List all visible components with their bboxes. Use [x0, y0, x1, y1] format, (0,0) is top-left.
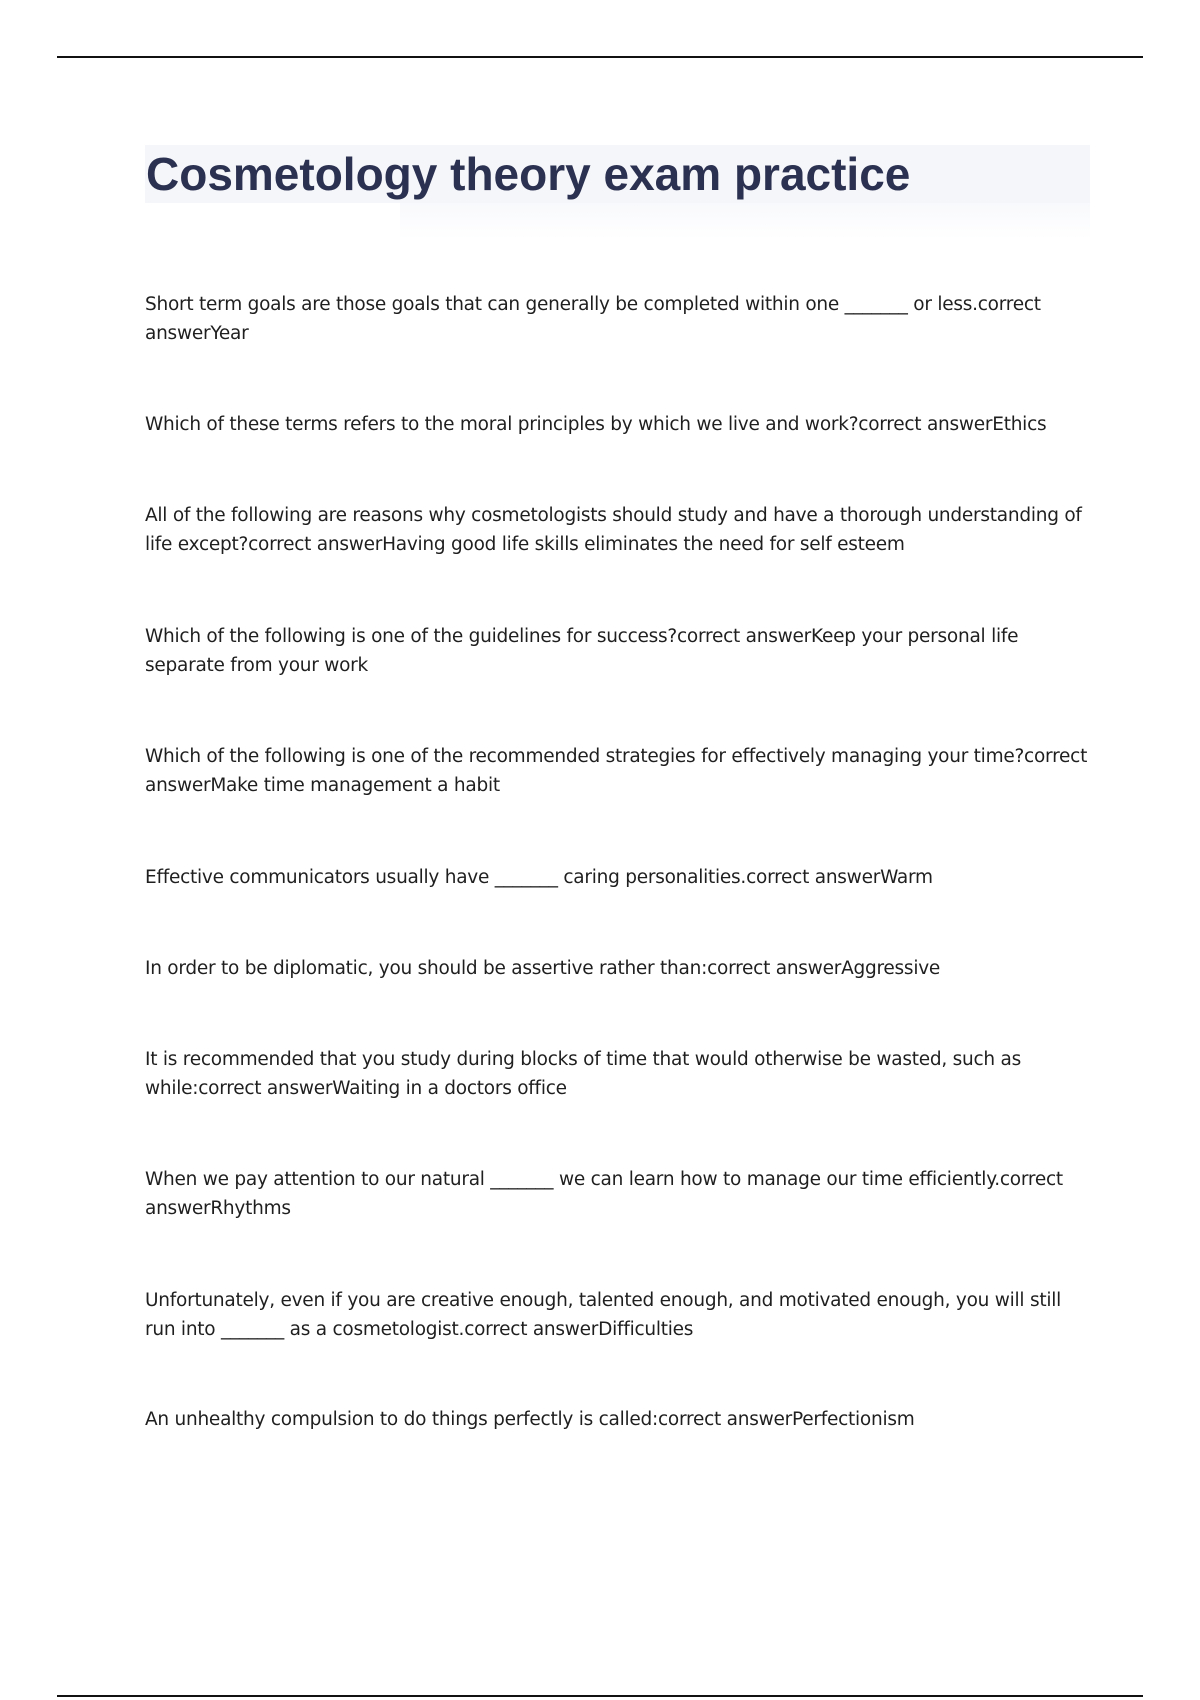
answer-text: Aggressive	[841, 958, 941, 979]
qa-item	[145, 501, 1090, 559]
answer-text: Waiting in a doctors office	[332, 1078, 567, 1099]
question-text: An unhealthy compulsion to do things perfectly is called:	[145, 1409, 658, 1430]
question-text: In order to be diplomatic, you should be assertive rather than:	[145, 958, 708, 979]
answer-separator: correct answer	[198, 1078, 333, 1099]
answer-separator: correct answer	[858, 414, 993, 435]
answer-separator: correct answer	[746, 867, 881, 888]
answer-separator: correct answer	[145, 1169, 1063, 1219]
answer-separator: correct answer	[145, 746, 1088, 796]
question-text: When we pay attention to our natural _______ we can learn how to manage our time efficiently.	[145, 1169, 1000, 1190]
question-text: It is recommended that you study during blocks of time that would otherwise be wasted, such as while:	[145, 1049, 1021, 1099]
question-text: Which of the following is one of the guidelines for success?	[145, 626, 677, 647]
question-text: Short term goals are those goals that can generally be completed within one _______ or less.	[145, 294, 978, 315]
qa-item	[145, 863, 1090, 892]
answer-separator: correct answer	[707, 958, 842, 979]
answer-separator: correct answer	[464, 1319, 599, 1340]
qa-item	[145, 1286, 1090, 1344]
qa-item	[145, 1405, 1090, 1434]
answer-text: Make time management a habit	[210, 775, 500, 796]
question-text: Which of the following is one of the recommended strategies for effectively managing your time?	[145, 746, 1025, 767]
top-rule	[57, 56, 1143, 58]
answer-separator: correct answer	[145, 294, 1041, 344]
answer-text: Rhythms	[210, 1198, 291, 1219]
qa-item	[145, 1165, 1090, 1223]
answer-separator: correct answer	[677, 626, 811, 647]
answer-text: Ethics	[992, 414, 1047, 435]
answer-text: Having good life skills eliminates the need for self esteem	[382, 534, 905, 555]
qa-item	[145, 410, 1090, 439]
qa-item	[145, 1045, 1090, 1103]
answer-text: Year	[210, 323, 249, 344]
qa-item	[145, 742, 1090, 800]
answer-separator: correct answer	[248, 534, 383, 555]
bottom-rule	[57, 1695, 1143, 1697]
answer-text: Warm	[880, 867, 933, 888]
question-text: Unfortunately, even if you are creative enough, talented enough, and motivated enough, you will still run into _______ as a cosmetologist.	[145, 1290, 1062, 1340]
title-highlight-fade	[400, 203, 1090, 239]
qa-item	[145, 622, 1090, 680]
answer-separator: correct answer	[658, 1409, 792, 1430]
page-title: Cosmetology theory exam practice	[146, 148, 911, 200]
qa-item	[145, 954, 1090, 983]
question-text: Effective communicators usually have _______ caring personalities.	[145, 867, 747, 888]
question-text: Which of these terms refers to the moral principles by which we live and work?	[145, 414, 859, 435]
qa-item	[145, 290, 1090, 348]
question-text: All of the following are reasons why cosmetologists should study and have a thorough understanding of life except?	[145, 505, 1082, 555]
answer-text: Keep your personal life separate from your work	[145, 626, 1019, 676]
answer-text: Perfectionism	[791, 1409, 915, 1430]
answer-text: Difficulties	[598, 1319, 694, 1340]
